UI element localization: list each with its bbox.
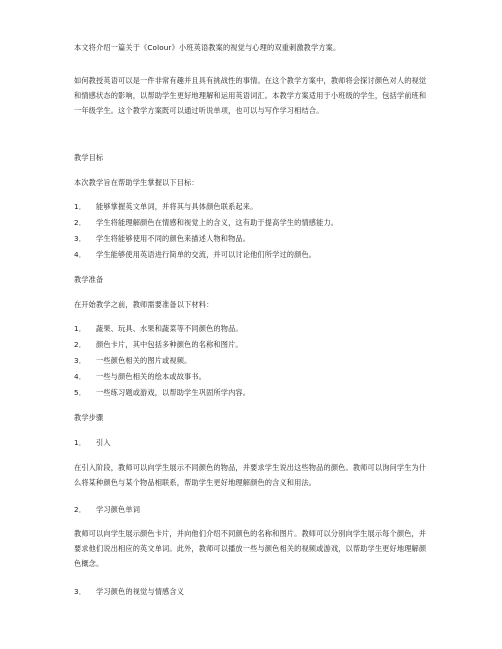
prep-item [74,369,434,384]
step-heading [74,502,434,517]
prep-item-text: 一些与颜色相关的绘本或故事书。 [96,372,207,381]
goals-heading: 教学目标 [74,153,104,162]
step-title: 引入 [96,438,111,447]
prep-item-text: 蔬果、玩具、水果和蔬菜等不同颜色的物品。 [96,324,243,333]
prep-item-number: 2． [74,340,87,349]
step-heading [74,435,434,450]
goal-item [74,199,434,214]
step-number: 3． [74,587,87,596]
prep-item [74,385,434,400]
goal-item [74,247,434,262]
prep-item-text: 颜色卡片，其中包括多种颜色的名称和图片。 [96,340,243,349]
step-number: 2． [74,505,87,514]
prep-item-text: 一些练习题或游戏，以帮助学生巩固所学内容。 [96,388,251,397]
steps-heading: 教学步骤 [74,413,104,422]
goals-intro: 本次教学旨在帮助学生掌握以下目标： [74,178,199,187]
goal-item-number: 2． [74,218,87,227]
prep-item-number: 4． [74,372,87,381]
step-heading [74,584,434,599]
prep-item-number: 1． [74,324,87,333]
goal-item-text: 学生将能够使用不同的颜色来描述人物和物品。 [96,234,251,243]
prep-heading: 教学准备 [74,275,104,284]
goal-item [74,231,434,246]
prep-item [74,353,434,368]
step-paragraph: 教师可以向学生展示颜色卡片，并向他们介绍不同颜色的名称和图片。教师可以分别向学生展示每个颜色，并要求他们说出相应的英文单词。此外，教师可以播放一些与颜色相关的视频或游戏，以帮助学生更好地理解颜色概念。 [74,529,427,568]
step-number: 1． [74,438,87,447]
step-title: 学习颜色的视觉与情感含义 [96,587,185,596]
goal-item-number: 1． [74,202,87,211]
prep-intro: 在开始教学之前，教师需要准备以下材料： [74,300,214,309]
step-title: 学习颜色单词 [96,505,141,514]
goal-item-number: 4． [74,250,87,259]
intro-paragraph: 本文将介绍一篇关于《Colour》小班英语教案的视觉与心理的双重刺激教学方案。 [74,43,341,52]
prep-item-text: 一些颜色相关的图片或视频。 [96,356,192,365]
goal-item-text: 学生能够使用英语进行简单的交流，并可以讨论他们所学过的颜色。 [96,250,317,259]
prep-item [74,321,434,336]
goal-item [74,215,434,230]
prep-item-number: 5． [74,388,87,397]
opening-paragraph: 如何教授英语可以是一件非常有趣并且具有挑战性的事情。在这个教学方案中，教师将会探讨颜色对人的视觉和情感状态的影响，以帮助学生更好地理解和运用英语词汇。本教学方案适用于小班级的学生，包括学前班和一年级学生。这个教学方案既可以通过听说单项，也可以与写作学习相结合。 [74,76,427,115]
goal-item-number: 3． [74,234,87,243]
goal-item-text: 学生将能理解颜色在情感和视觉上的含义，这有助于提高学生的情感能力。 [96,218,339,227]
prep-item-number: 3． [74,356,87,365]
prep-item [74,337,434,352]
goal-item-text: 能够掌握英文单词，并将其与具体颜色联系起来。 [96,202,258,211]
step-paragraph: 在引入阶段，教师可以向学生展示不同颜色的物品，并要求学生说出这些物品的颜色。教师可以询问学生为什么将某种颜色与某个物品相联系，帮助学生更好地理解颜色的含义和用法。 [74,463,427,487]
